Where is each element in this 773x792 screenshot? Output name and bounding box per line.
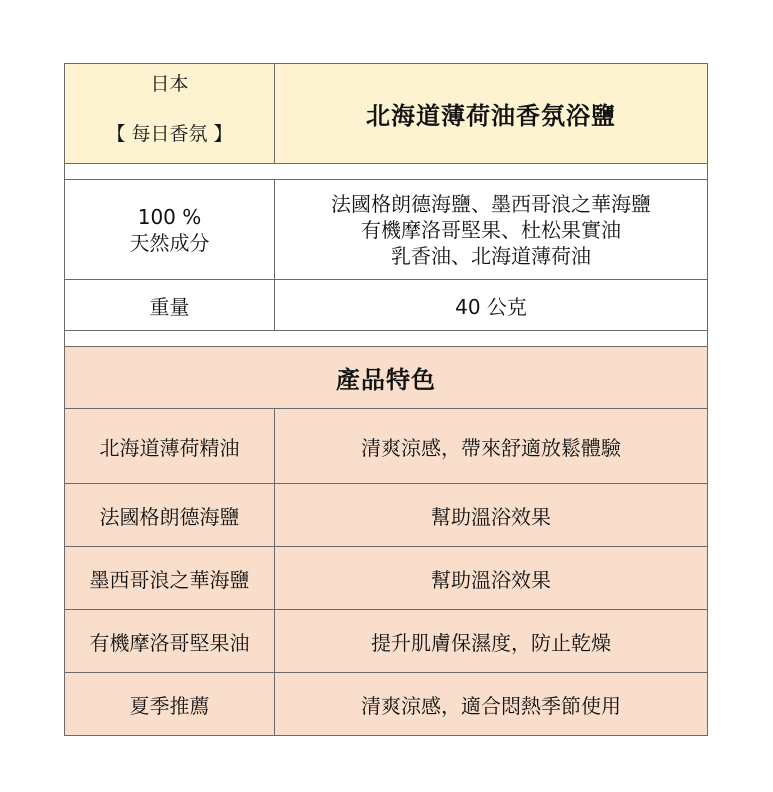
- product-info-table: [64, 63, 708, 736]
- ingredients-line: 乳香油、北海道薄荷油: [391, 243, 591, 268]
- spacer-row: [64, 164, 708, 180]
- feature-row: [64, 547, 708, 610]
- weight-label: 重量: [65, 280, 275, 330]
- features-title: 產品特色: [336, 366, 436, 394]
- origin-label: 日本: [150, 72, 189, 95]
- ingredients-line: 有機摩洛哥堅果、杜松果實油: [361, 217, 621, 242]
- feature-name: 墨西哥浪之華海鹽: [65, 547, 275, 609]
- feature-desc: 清爽涼感，適合悶熱季節使用: [361, 693, 621, 718]
- feature-row: [64, 673, 708, 736]
- feature-desc: 清爽涼感，帶來舒適放鬆體驗: [361, 435, 621, 460]
- brand-label: 【 每日香氛 】: [106, 122, 233, 145]
- ingredients-row: [64, 180, 708, 280]
- feature-row: [64, 484, 708, 547]
- feature-row: [64, 610, 708, 673]
- weight-value: 40 公克: [455, 294, 527, 319]
- ingredients-line: 法國格朗德海鹽、墨西哥浪之華海鹽: [331, 191, 651, 216]
- feature-name: 有機摩洛哥堅果油: [65, 610, 275, 672]
- title-row: [64, 63, 708, 164]
- feature-name: 北海道薄荷精油: [65, 409, 275, 483]
- feature-desc: 提升肌膚保濕度，防止乾燥: [371, 630, 611, 655]
- weight-row: [64, 280, 708, 331]
- natural-ingredients-label: 天然成分: [129, 230, 210, 255]
- feature-name: 夏季推薦: [65, 673, 275, 735]
- features-header-row: [64, 347, 708, 409]
- feature-desc: 幫助溫浴效果: [431, 504, 551, 529]
- ingredients-label-cell: [65, 180, 275, 279]
- natural-percent-label: 100 %: [137, 204, 202, 229]
- spacer-row: [64, 331, 708, 347]
- ingredients-list-cell: [275, 180, 707, 279]
- product-name: 北海道薄荷油香氛浴鹽: [366, 102, 616, 130]
- feature-row: [64, 409, 708, 484]
- feature-name: 法國格朗德海鹽: [65, 484, 275, 546]
- feature-desc: 幫助溫浴效果: [431, 567, 551, 592]
- origin-brand-cell: [65, 64, 275, 163]
